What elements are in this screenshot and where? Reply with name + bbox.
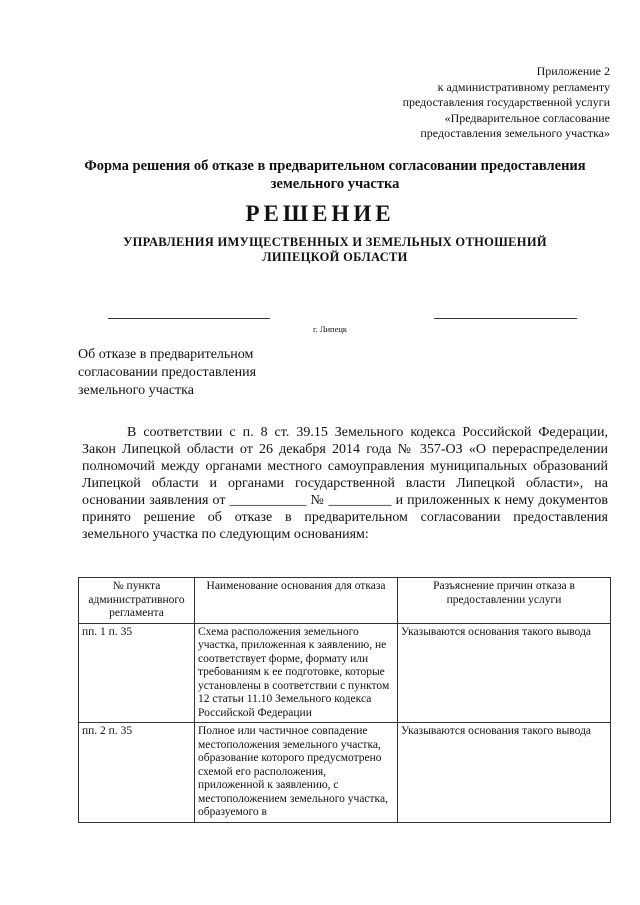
appendix-line: предоставления государственной услуги (402, 95, 610, 109)
decision-subject: Об отказе в предварительном согласовании предоставления земельного участка (78, 347, 257, 398)
appendix-line: Приложение 2 (536, 64, 610, 78)
table-header-row (79, 578, 611, 624)
cell-reason-name: Полное или частичное совпадение местоположения земельного участка, образование которого предусмотрено схемой его расположения, приложенной к заявлению, с местоположением земельного участка, образуемого в (195, 723, 398, 823)
header-reason-explanation: Разъяснение причин отказа в предоставлении услуги (398, 578, 611, 624)
appendix-line: «Предварительное согласование (444, 110, 610, 125)
cell-reason-name: Схема расположения земельного участка, приложенная к заявлению, не соответствует форме, формату или требованиям к ее подготовке, которые установлены в соответствии с пунктом 12 статьи 11.10 Земельного кодекса Российской Федерации (195, 623, 398, 723)
header-reason-name: Наименование основания для отказа (195, 578, 398, 624)
table-row (79, 623, 611, 723)
number-blank-line (434, 318, 577, 319)
appendix-line: к административному регламенту (437, 79, 610, 94)
cell-clause-number: пп. 1 п. 35 (79, 623, 195, 723)
city-label: г. Липецк (312, 324, 348, 334)
decision-body (82, 424, 608, 543)
form-title: Форма решения об отказе в предварительном согласовании предоставления земельного участка (84, 158, 586, 192)
cell-clause-number: пп. 2 п. 35 (79, 723, 195, 823)
appendix-line: предоставления земельного участка» (420, 126, 610, 140)
decision-title: РЕШЕНИЕ (245, 201, 395, 226)
cell-reason-explanation: Указываются основания такого вывода (398, 623, 611, 723)
header-clause-number: № пункта административного регламента (79, 578, 195, 624)
cell-reason-explanation: Указываются основания такого вывода (398, 723, 611, 823)
body-paragraph: В соответствии с п. 8 ст. 39.15 Земельного кодекса Российской Федерации, Закон Липецкой области от 26 декабря 2014 года № 357-ОЗ «О перераспределении полномочий между органами местного самоуправления муниципальных образований Липецкой области и органами государственной власти Липецкой области», на основании заявления от ___________ № _________ и приложенных к нему документов принято решение об отказе в предварительном согласовании предоставления земельного участка по следующим основаниям: (82, 425, 608, 542)
appendix-header (403, 64, 610, 142)
refusal-reasons-table (78, 577, 611, 823)
authority-name: УПРАВЛЕНИЯ ИМУЩЕСТВЕННЫХ И ЗЕМЕЛЬНЫХ ОТНОШЕНИЙ ЛИПЕЦКОЙ ОБЛАСТИ (123, 235, 547, 264)
date-blank-line (108, 318, 270, 319)
table-row (79, 723, 611, 823)
